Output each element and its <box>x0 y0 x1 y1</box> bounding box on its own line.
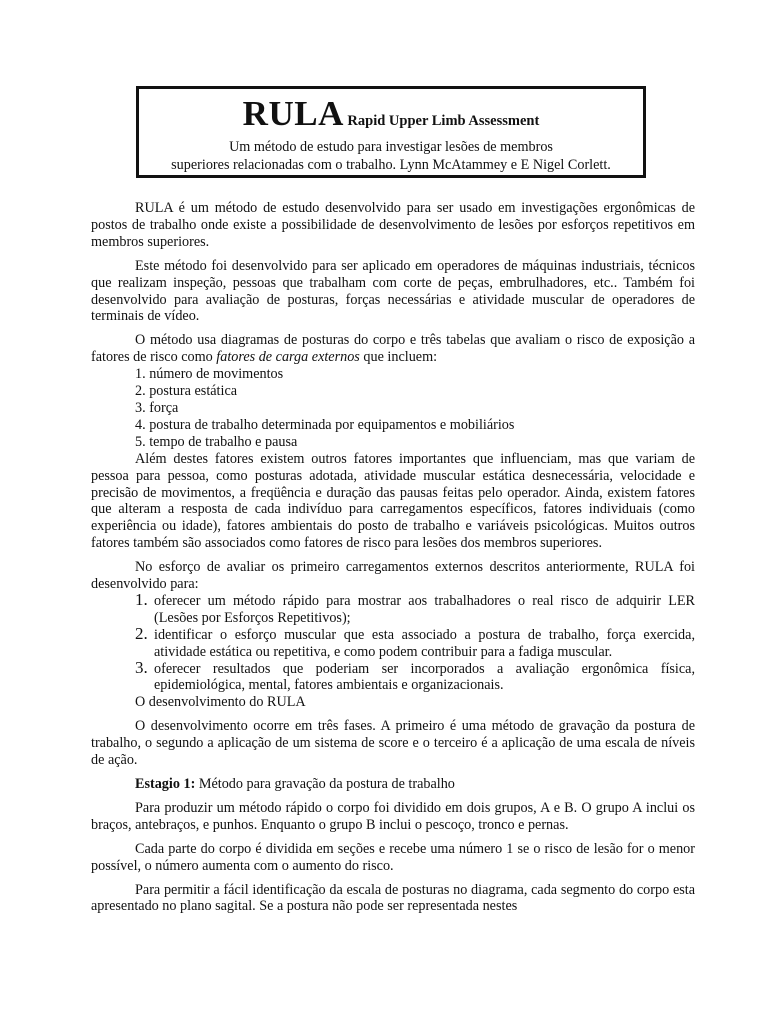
list-item: 3. força <box>135 399 179 416</box>
list-item <box>91 657 695 695</box>
list-item: 1. número de movimentos <box>135 366 284 383</box>
paragraph-method <box>91 332 695 366</box>
list-item: 2. postura estática <box>135 383 238 400</box>
document-title: RULA <box>242 94 344 133</box>
list-number: 3. <box>135 657 148 677</box>
paragraph-phases: O desenvolvimento ocorre em três fases. A primeiro é uma método de gravação da postura de trabalho, o segundo a aplicação de um sistema de score e o terceiro é a aplicação de uma escala de níveis de ação. <box>91 718 695 769</box>
list-item: 5. tempo de trabalho e pausa <box>135 433 298 450</box>
paragraph-method-text-1: O método usa diagramas de posturas do corpo e três tabelas que avaliam o risco de exposição a fatores de risco como <box>91 332 695 366</box>
list-text: oferecer um método rápido para mostrar aos trabalhadores o real risco de adquirir LER (Lesões por Esforços Repetitivos); <box>154 592 695 626</box>
section-heading-development: O desenvolvimento do RULA <box>135 694 306 711</box>
paragraph-sagittal: Para permitir a fácil identificação da escala de posturas no diagrama, cada segmento do corpo esta apresentado no plano sagital. Se a postura não pode ser representada nestes <box>91 881 695 915</box>
list-number: 2. <box>135 623 148 643</box>
subtitle-line-1: Um método de estudo para investigar lesões de membros <box>229 139 553 155</box>
list-text: identificar o esforço muscular que esta associado a postura de trabalho, força exercida, atividade estática ou repetitiva, e como podem contribuir para a fadiga muscular. <box>154 626 695 660</box>
stage-text: Método para gravação da postura de trabalho <box>195 776 455 792</box>
paragraph-sections: Cada parte do corpo é dividida em seções e recebe uma número 1 se o risco de lesão for o menor possível, o número aumenta com o aumento do risco. <box>91 840 695 874</box>
list-item: 4. postura de trabalho determinada por equipamentos e mobiliários <box>135 416 515 433</box>
subtitle-line-2: superiores relacionadas com o trabalho. Lynn McAtammey e E Nigel Corlett. <box>171 157 611 173</box>
list-item <box>91 623 695 661</box>
title-line <box>139 94 643 138</box>
document-body <box>91 200 695 922</box>
list-number: 1. <box>135 589 148 609</box>
paragraph-intro: RULA é um método de estudo desenvolvido para ser usado em investigações ergonômicas de postos de trabalho onde existe a possibilidade de desenvolvimento de lesões por esforços repetitivos em membros superiores. <box>91 200 695 250</box>
paragraph-method-text-2: que incluem: <box>359 349 438 366</box>
paragraph-stage-1 <box>91 776 695 793</box>
list-item <box>91 589 695 627</box>
title-box <box>136 86 646 178</box>
paragraph-application: Este método foi desenvolvido para ser aplicado em operadores de máquinas industriais, técnicos que realizam inspeção, pessoas que trabalham com corte de peças, embrulhadores, etc.. Também foi desenvolvido para avaliação de posturas, forças necessárias e atividade muscular de operadores de terminais de vídeo. <box>91 257 695 325</box>
paragraph-effort: No esforço de avaliar os primeiro carregamentos externos descritos anteriormente, RULA foi desenvolvido para: <box>91 559 695 593</box>
goals-list <box>91 589 695 694</box>
factors-list <box>135 366 695 451</box>
stage-label: Estagio 1: <box>135 776 196 792</box>
paragraph-other-factors: Além destes fatores existem outros fatores importantes que influenciam, mas que variam de pessoa para pessoa, como posturas adotada, atividade muscular estática desnecessária, velocidade e precisão de movimentos, a freqüência e duração das pausas feitas pelo operador. Ainda, existem fatores que alteram a resposta de cada indivíduo para carregamentos específicos, fatores individuais (como experiência ou idade), fatores ambientais do posto de trabalho e variáveis psicológicas. Muitos outros fatores também são associados como fatores de risco para lesões dos membros superiores. <box>91 450 695 552</box>
document-title-sub: Rapid Upper Limb Assessment <box>347 113 540 129</box>
paragraph-method-italic: fatores de carga externos <box>216 349 360 366</box>
list-text: oferecer resultados que poderiam ser incorporados a avaliação ergonômica física, epidemiológica, mental, fatores ambientais e organizacionais. <box>154 660 695 694</box>
paragraph-groups: Para produzir um método rápido o corpo foi dividido em dois grupos, A e B. O grupo A inclui os braços, antebraços, e punhos. Enquanto o grupo B inclui o pescoço, tronco e pernas. <box>91 799 695 833</box>
